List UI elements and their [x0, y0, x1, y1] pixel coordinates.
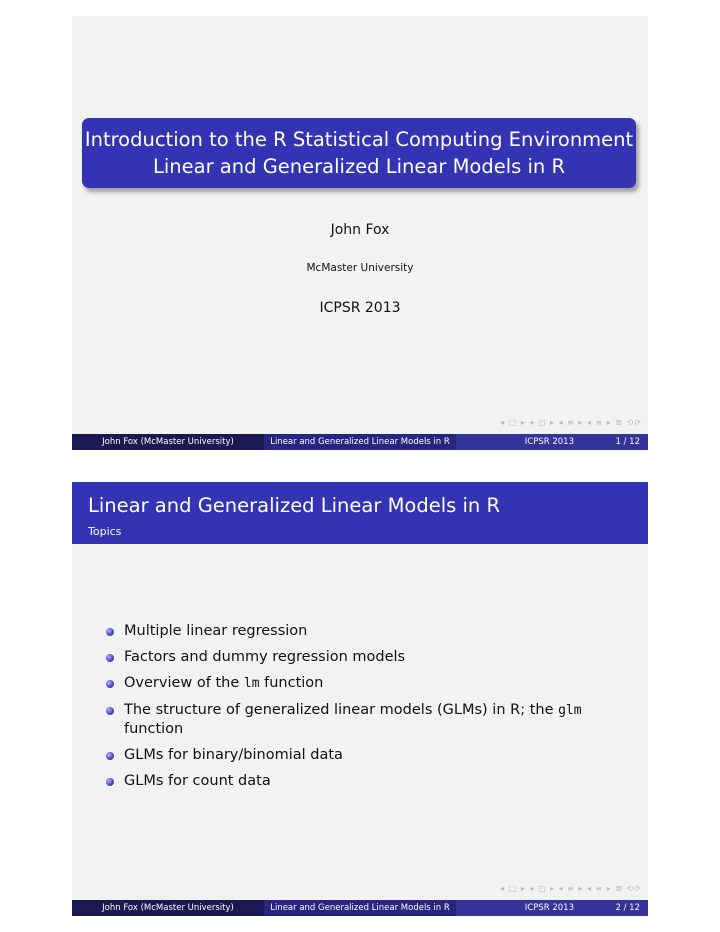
slide-2: [72, 482, 648, 916]
institute: McMaster University: [306, 262, 414, 274]
footline: [72, 434, 648, 450]
title-line-1: Introduction to the R Statistical Computing Environment: [84, 128, 634, 151]
list-item: GLMs for binary/binomial data: [106, 746, 636, 764]
code-lm: lm: [243, 676, 260, 691]
list-item: Multiple linear regression: [106, 622, 636, 640]
frame-title: Linear and Generalized Linear Models in R: [88, 494, 500, 517]
navigation-symbols[interactable]: ◂ □ ▸ ◂ ◰ ▸ ◂ ≡ ▸ ◂ ≡ ▸ ≣ ⟲⟳: [500, 884, 642, 893]
list-item: GLMs for count data: [106, 772, 636, 790]
title-box: [82, 118, 636, 188]
topic-list: [106, 622, 636, 798]
footline-date: ICPSR 2013: [524, 903, 574, 913]
page-number: 1 / 12: [615, 437, 640, 447]
footline-date-box: [456, 900, 648, 916]
author: John Fox: [330, 222, 390, 238]
bullet-ball-icon: [106, 654, 114, 662]
frame-subtitle: Topics: [88, 525, 122, 538]
page-number: 2 / 12: [615, 903, 640, 913]
slide-1: [72, 16, 648, 450]
bullet-ball-icon: [106, 778, 114, 786]
list-item: Factors and dummy regression models: [106, 648, 636, 666]
frame-title-bar: [72, 482, 648, 544]
date: ICPSR 2013: [319, 300, 401, 316]
footline-author: John Fox (McMaster University): [72, 434, 264, 450]
navigation-symbols[interactable]: ◂ □ ▸ ◂ ◰ ▸ ◂ ≡ ▸ ◂ ≡ ▸ ≣ ⟲⟳: [500, 418, 642, 427]
footline-author: John Fox (McMaster University): [72, 900, 264, 916]
bullet-ball-icon: [106, 752, 114, 760]
title-line-2: Linear and Generalized Linear Models in R: [153, 155, 565, 178]
footline-date-box: [456, 434, 648, 450]
bullet-ball-icon: [106, 628, 114, 636]
bullet-ball-icon: [106, 707, 114, 715]
footline: [72, 900, 648, 916]
footline-title: Linear and Generalized Linear Models in R: [264, 434, 456, 450]
code-glm: glm: [558, 703, 582, 718]
footline-title: Linear and Generalized Linear Models in R: [264, 900, 456, 916]
list-item: Overview of the lm function: [106, 674, 636, 693]
footline-date: ICPSR 2013: [524, 437, 574, 447]
list-item: The structure of generalized linear models (GLMs) in R; the glm function: [106, 701, 636, 738]
bullet-ball-icon: [106, 680, 114, 688]
